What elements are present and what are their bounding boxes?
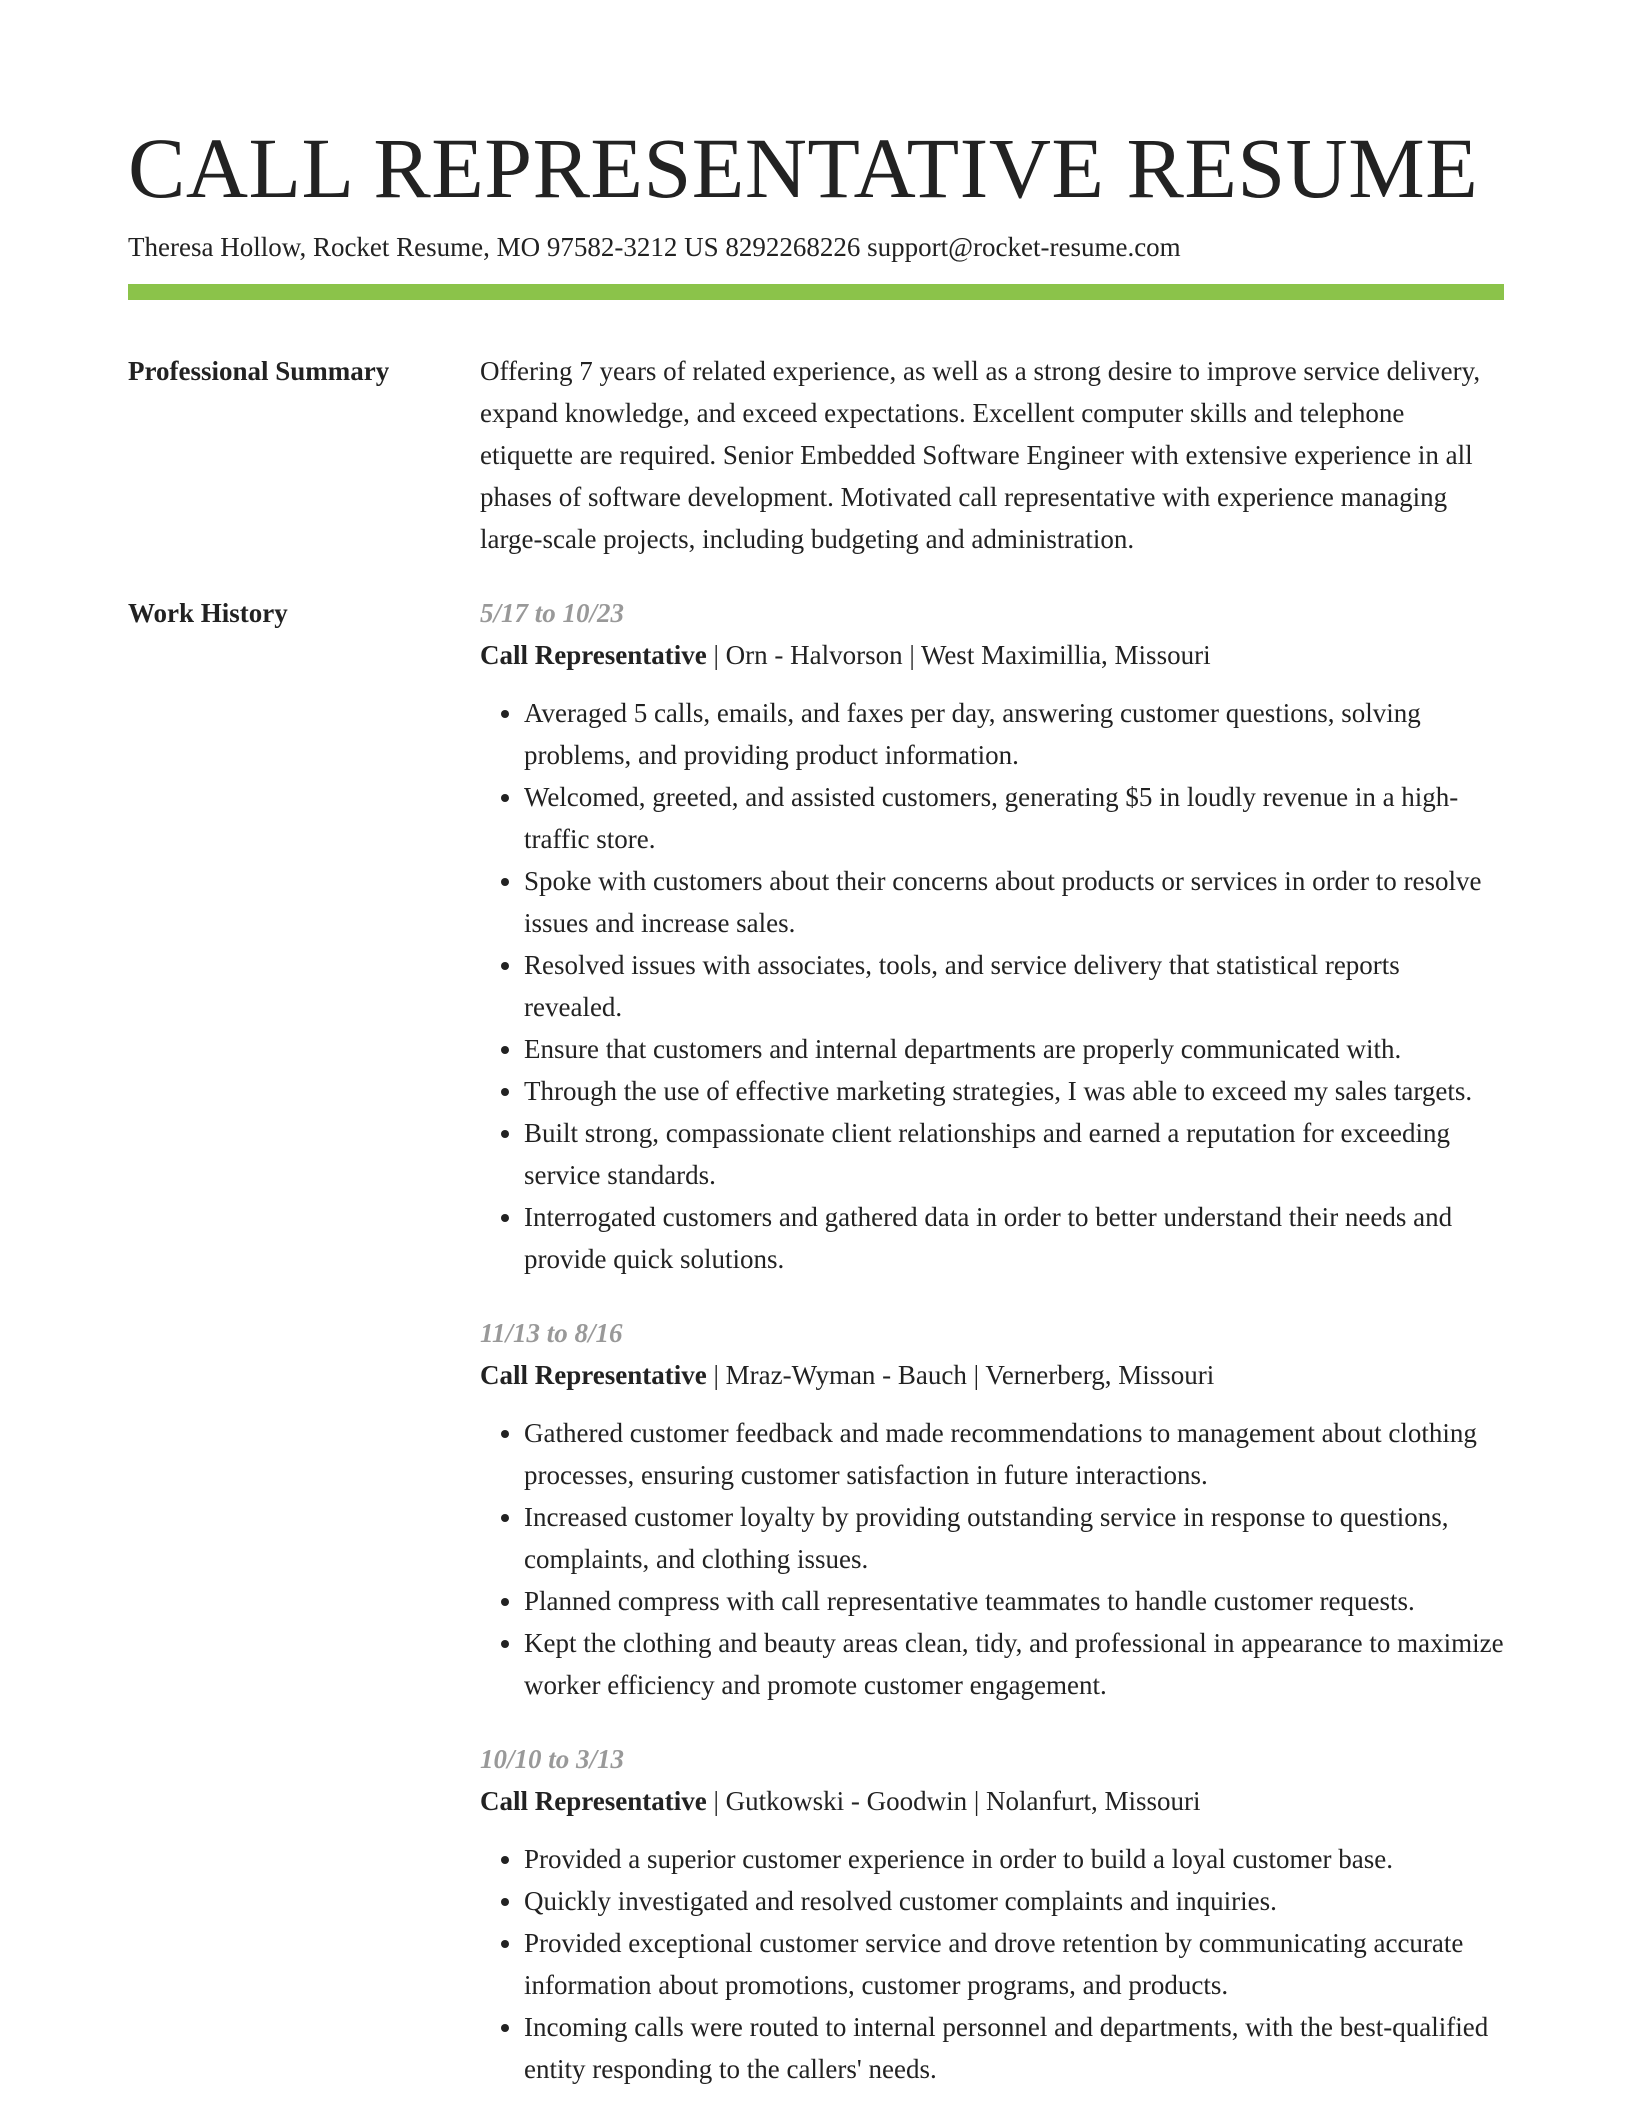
contact-line: Theresa Hollow, Rocket Resume, MO 97582-3212 US 8292268226 support@rocket-resume.com bbox=[128, 232, 1181, 262]
resume-title: CALL REPRESENTATIVE RESUME bbox=[128, 120, 1479, 216]
job-bullet: • Kept the clothing and beauty areas clean, tidy, and professional in appearance to maximize worker efficiency and promote customer engagement. bbox=[524, 1622, 1504, 1706]
job-bullet: • Resolved issues with associates, tools, and service delivery that statistical reports revealed. bbox=[524, 944, 1504, 1028]
job-bullet: • Increased customer loyalty by providing outstanding service in response to questions, complaints, and clothing issues. bbox=[524, 1496, 1504, 1580]
job-details: | Orn - Halvorson | West Maximillia, Missouri bbox=[706, 640, 1211, 670]
job-bullet: • Welcomed, greeted, and assisted customers, generating $5 in loudly revenue in a high-traffic store. bbox=[524, 776, 1504, 860]
professional-summary-section bbox=[128, 350, 1504, 560]
job-bullet: • Through the use of effective marketing strategies, I was able to exceed my sales targets. bbox=[524, 1070, 1504, 1112]
resume-page bbox=[128, 0, 1504, 2122]
job-bullet: • Gathered customer feedback and made recommendations to management about clothing processes, ensuring customer satisfaction in future interactions. bbox=[524, 1412, 1504, 1496]
job-bullets bbox=[480, 692, 1504, 1280]
job-bullet: • Interrogated customers and gathered data in order to better understand their needs and provide quick solutions. bbox=[524, 1196, 1504, 1280]
job-dates: 11/13 to 8/16 bbox=[480, 1318, 623, 1348]
job-bullet: • Spoke with customers about their concerns about products or services in order to resolve issues and increase sales. bbox=[524, 860, 1504, 944]
job-bullet: • Planned compress with call representative teammates to handle customer requests. bbox=[524, 1580, 1504, 1622]
job-title: Call Representative bbox=[480, 1360, 707, 1390]
job-title: Call Representative bbox=[480, 1786, 707, 1816]
job-header bbox=[480, 634, 1504, 676]
job-entry bbox=[480, 1738, 1504, 2090]
job-bullet: • Incoming calls were routed to internal personnel and departments, with the best-qualified entity responding to the callers' needs. bbox=[524, 2006, 1504, 2090]
job-details: | Mraz-Wyman - Bauch | Vernerberg, Missouri bbox=[706, 1360, 1215, 1390]
job-header bbox=[480, 1780, 1504, 1822]
section-label-work-history: Work History bbox=[128, 598, 288, 628]
job-entry bbox=[480, 592, 1504, 1280]
job-bullets bbox=[480, 1838, 1504, 2090]
section-label-summary: Professional Summary bbox=[128, 356, 390, 386]
work-history-list bbox=[480, 592, 1504, 2122]
job-dates: 5/17 to 10/23 bbox=[480, 598, 625, 628]
job-title: Call Representative bbox=[480, 640, 707, 670]
summary-text: Offering 7 years of related experience, as well as a strong desire to improve service delivery, expand knowledge, and exceed expectations. Excellent computer skills and telephone etiquette are required. Senior Embedded Software Engineer with extensive experience in all phases of software development. Motivated call representative with experience managing large-scale projects, including budgeting and administration. bbox=[480, 356, 1481, 554]
job-bullets bbox=[480, 1412, 1504, 1706]
job-header bbox=[480, 1354, 1504, 1396]
accent-divider bbox=[128, 284, 1504, 300]
job-details: | Gutkowski - Goodwin | Nolanfurt, Missouri bbox=[706, 1786, 1201, 1816]
job-bullet: • Provided a superior customer experience in order to build a loyal customer base. bbox=[524, 1838, 1504, 1880]
job-bullet: • Averaged 5 calls, emails, and faxes per day, answering customer questions, solving problems, and providing product information. bbox=[524, 692, 1504, 776]
work-history-section bbox=[128, 592, 1504, 2122]
job-dates: 10/10 to 3/13 bbox=[480, 1744, 625, 1774]
job-entry bbox=[480, 1312, 1504, 1706]
job-bullet: • Ensure that customers and internal departments are properly communicated with. bbox=[524, 1028, 1504, 1070]
job-bullet: • Quickly investigated and resolved customer complaints and inquiries. bbox=[524, 1880, 1504, 1922]
job-bullet: • Provided exceptional customer service and drove retention by communicating accurate information about promotions, customer programs, and products. bbox=[524, 1922, 1504, 2006]
job-bullet: • Built strong, compassionate client relationships and earned a reputation for exceeding service standards. bbox=[524, 1112, 1504, 1196]
